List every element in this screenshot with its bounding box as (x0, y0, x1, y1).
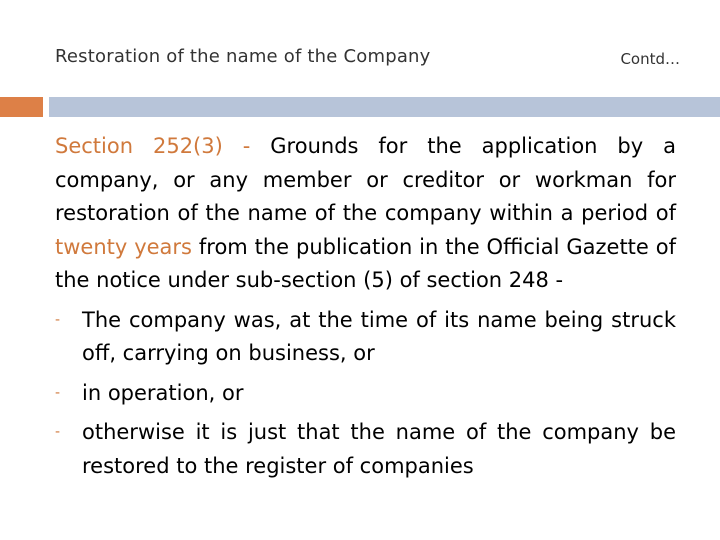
list-item (55, 416, 676, 483)
list-item (55, 304, 676, 371)
bullet-dash: - (55, 384, 61, 401)
bullet-dash: - (55, 311, 61, 328)
accent-bar (0, 97, 43, 117)
continued-label: Contd… (620, 50, 680, 68)
grounds-list (55, 304, 676, 484)
section-reference: Section 252(3) - (55, 134, 251, 158)
paragraph-text-a: Grounds for the application by a company, or any member or creditor or workman for restoration of the name of the company within a period of (55, 134, 676, 225)
paragraph-text-b: from the publication in the Official Gazette of the notice under sub-section (5) of section 248 - (55, 234, 676, 292)
section-paragraph (55, 130, 676, 298)
list-item (55, 377, 676, 411)
bullet-dash: - (55, 424, 61, 440)
slide-content (55, 130, 676, 489)
title-divider-bar (49, 97, 720, 117)
slide-title: Restoration of the name of the Company (55, 46, 431, 67)
list-item-text: The company was, at the time of its name being struck off, carrying on business, or (82, 307, 676, 365)
highlighted-phrase: twenty years (55, 234, 192, 259)
list-item-text: in operation, or (82, 380, 244, 405)
list-item-text: otherwise it is just that the name of the company be restored to the register of companies (82, 420, 676, 478)
